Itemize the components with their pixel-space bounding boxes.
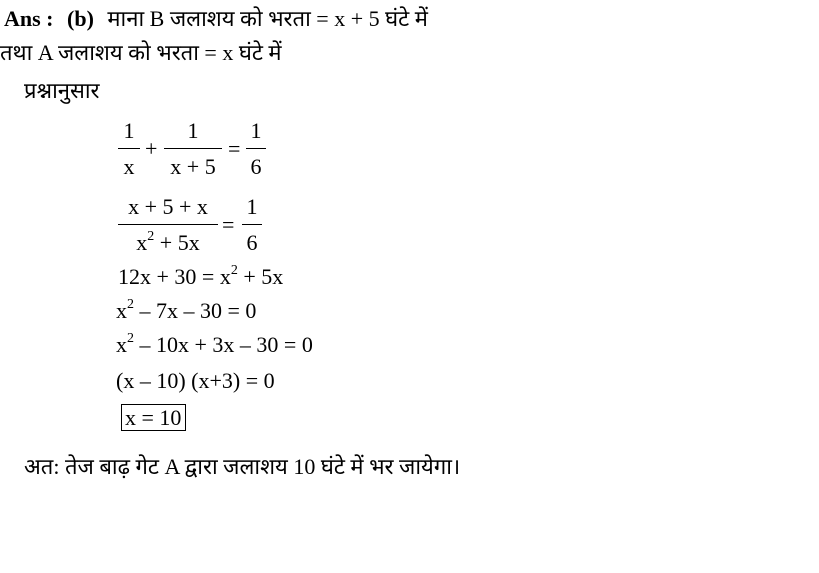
fraction-bar [118, 148, 140, 149]
conclusion-text: अत: तेज बाढ़ गेट A द्वारा जलाशय 10 घंटे में भर जायेगा। [24, 454, 461, 479]
step-5: $x^2 - 10x + 3x - 30 = 0$ [116, 330, 313, 357]
eq1-frac2-numerator: 1 [187, 118, 199, 143]
eq1-fraction-2 [164, 120, 222, 182]
step-3: $12x + 30 = x^2 + 5x$ [118, 262, 284, 289]
eq1-plus: + [145, 136, 158, 161]
eq2-equals: = [222, 212, 235, 237]
eq1-frac3-denominator: 6 [250, 154, 262, 179]
eq2-lhs-denominator: $x^2 + 5x$ [136, 228, 200, 255]
answer-header-line [4, 8, 428, 30]
step-6: (x – 10) (x+3) = 0 [116, 368, 275, 393]
eq1-frac2-denominator: x + 5 [170, 154, 216, 179]
header-line2: तथा A जलाशय को भरता = x घंटे में [0, 40, 282, 65]
eq1-fraction-3 [246, 120, 266, 182]
eq2-fraction-lhs [118, 196, 218, 258]
eq1-frac3-numerator: 1 [250, 118, 262, 143]
eq2-rhs-numerator: 1 [246, 194, 258, 219]
fraction-bar [246, 148, 266, 149]
step-4: $x^2 - 7x - 30 = 0$ [116, 296, 257, 323]
eq1-frac1-numerator: 1 [123, 118, 135, 143]
eq2-lhs-numerator: x + 5 + x [128, 194, 208, 219]
eq1-frac1-denominator: x [123, 154, 135, 179]
ans-label: Ans : [4, 6, 54, 31]
eq2-rhs-denominator: 6 [246, 230, 258, 255]
section-label: प्रश्नानुसार [24, 78, 100, 103]
eq2-fraction-rhs [242, 196, 262, 258]
answer-option: (b) [67, 6, 94, 31]
boxed-answer: x = 10 [121, 404, 186, 431]
eq1-equals: = [228, 136, 241, 161]
eq1-fraction-1 [118, 120, 140, 182]
header-line1-text: माना B जलाशय को भरता = x + 5 घंटे में [107, 6, 428, 31]
fraction-bar [118, 224, 218, 225]
fraction-bar [242, 224, 262, 225]
fraction-bar [164, 148, 222, 149]
